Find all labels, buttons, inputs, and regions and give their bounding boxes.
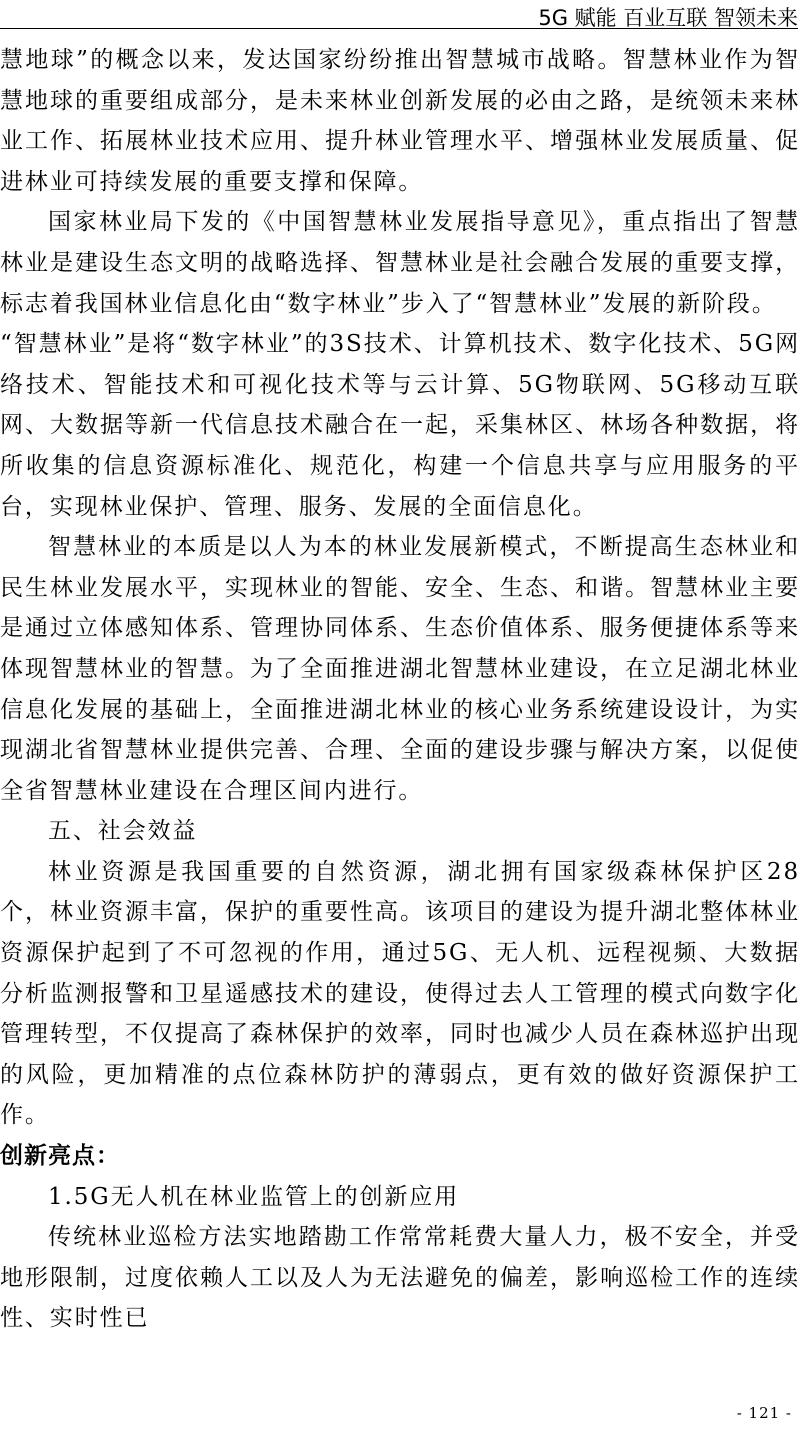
paragraph-smart-forestry-essence: 智慧林业的本质是以人为本的林业发展新模式，不断提高生态林业和民生林业发展水平，实现林业的智能、安全、生态、和谐。智慧林业主要是通过立体感知体系、管理协同体系、生态价值体系、服务便捷体系等来体现智慧林业的智慧。为了全面推进湖北智慧林业建设，在立足湖北林业信息化发展的基础上，全面推进湖北林业的核心业务系统建设设计，为实现湖北省智慧林业提供完善、合理、全面的建设步骤与解决方案，以促使全省智慧林业建设在合理区间内进行。 [0, 534, 800, 804]
subheading-drone-application: 1.5G无人机在林业监管上的创新应用 [48, 1183, 460, 1210]
paragraph-smart-earth: 慧地球”的概念以来，发达国家纷纷推出智慧城市战略。智慧林业作为智慧地球的重要组成部分，是未来林业创新发展的必由之路，是统领未来林业工作、拓展林业技术应用、提升林业管理水平、增强林业发展质量、促进林业可持续发展的重要支撑和保障。 [0, 47, 800, 195]
page-header [0, 0, 800, 30]
header-rule [0, 28, 798, 29]
paragraph-smart-forestry-definition: “智慧林业”是将“数字林业”的3S技术、计算机技术、数字化技术、5G网络技术、智能技术和可视化技术等与云计算、5G物联网、5G移动互联网、大数据等新一代信息技术融合在一起，采集林区、林场各种数据，将所收集的信息资源标准化、规范化，构建一个信息共享与应用服务的平台，实现林业保护、管理、服务、发展的全面信息化。 [0, 331, 800, 520]
section-heading-innovation: 创新亮点： [0, 1143, 120, 1170]
paragraph-traditional-inspection: 传统林业巡检方法实地踏勘工作常常耗费大量人力，极不安全，并受地形限制，过度依赖人工以及人为无法避免的偏差，影响巡检工作的连续性、实时性已 [0, 1224, 800, 1332]
paragraph-social-benefit: 林业资源是我国重要的自然资源，湖北拥有国家级森林保护区28个，林业资源丰富，保护的重要性高。该项目的建设为提升湖北整体林业资源保护起到了不可忽视的作用，通过5G、无人机、远程视频、大数据分析监测报警和卫星遥感技术的建设，使得过去人工管理的模式向数字化管理转型，不仅提高了森林保护的效率，同时也减少人员在森林巡护出现的风险，更加精准的点位森林防护的薄弱点，更有效的做好资源保护工作。 [0, 858, 800, 1129]
page-number: - 121 - [736, 1404, 792, 1422]
paragraph-guidance: 国家林业局下发的《中国智慧林业发展指导意见》，重点指出了智慧林业是建设生态文明的战略选择、智慧林业是社会融合发展的重要支撑，标志着我国林业信息化由“数字林业”步入了“智慧林业”发展的新阶段。 [0, 209, 800, 317]
section-heading-social-benefit: 五、社会效益 [48, 818, 198, 845]
document-body [0, 40, 800, 1339]
header-title: 5G 赋能 百业互联 智领未来 [538, 6, 798, 30]
